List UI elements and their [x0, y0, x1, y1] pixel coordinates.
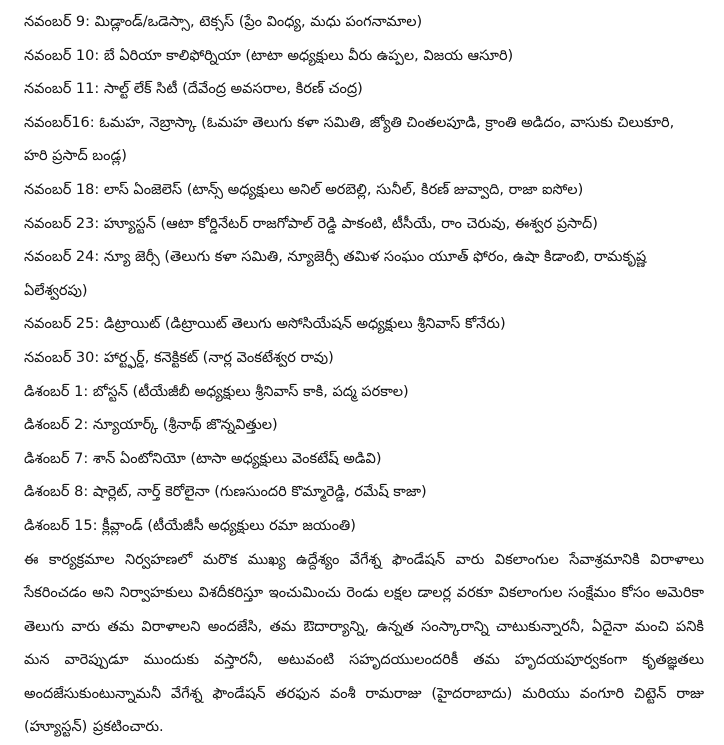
- schedule-line: నవంబర్ 25: డిట్రాయిట్ (డిట్రాయిట్ తెలుగు అసోసియేషన్ అధ్యక్షులు శ్రీనివాస్ కోనేరు): [24, 308, 704, 342]
- schedule-line: నవంబర్ 10: బే ఏరియా కాలిఫోర్నియా (టాటా అధ్యక్షులు వీరు ఉప్పల, విజయ ఆసూరి): [24, 40, 704, 74]
- closing-paragraph: ఈ కార్యక్రమాల నిర్వహణలో మరొక ముఖ్య ఉద్దేశ్యం వేగేశ్న ఫౌండేషన్ వారు వికలాంగుల సేవాశ్రమానికి విరాళాలు సేకరించడం అని నిర్వాహకులు విశదీకరిస్తూ ఇంచుమించు రెండు లక్షల డాలర్ల వరకూ వికలాంగుల సంక్షేమం కోసం అమెరికా తెలుగు వారు తమ విరాళాలని అందజేసి, తమ ఔదార్యాన్ని, ఉన్నత సంస్కారాన్ని చాటుకున్నారనీ, ఏదైనా మంచి పనికి మన వారెప్పుడూ ముందుకు వస్తారనీ, అటువంటి సహృదయులందరికీ తమ హృదయపూర్వకంగా కృతజ్ఞతలు అందజేసుకుంటున్నామనీ వేగేశ్న ఫౌండేషన్ తరఫున వంశీ రామరాజు (హైదరాబాదు) మరియు వంగూరి చిట్టెన్ రాజు (హ్యూస్టన్) ప్రకటించారు.: [24, 544, 704, 745]
- schedule-line: డిశంబర్ 7: శాన్ ఏంటోనియో (టాసా అధ్యక్షులు వెంకటేష్ అడివి): [24, 443, 704, 477]
- schedule-line: డిశంబర్ 2: న్యూయార్క్ (శ్రీనాథ్ జొన్నవిత్తుల): [24, 409, 704, 443]
- schedule-line: డిశంబర్ 8: షార్లెట్, నార్త్ కెరోలైనా (గుణసుందరి కొమ్మారెడ్డి, రమేష్ కాజా): [24, 476, 704, 510]
- schedule-line: నవంబర్16: ఓమహ, నెబ్రాస్కా (ఓమహ తెలుగు కళా సమితి, జ్యోతి చింతలపూడి, క్రాంతి అడిదం, వాసుకు చిలుకూరి,: [24, 107, 704, 141]
- schedule-line: డిశంబర్ 15: క్లీవ్లాండ్ (టీయేజీసీ అధ్యక్షులు రమా జయంతి): [24, 510, 704, 544]
- schedule-line: నవంబర్ 30: హార్ట్ఫర్డ్, కనెక్టికట్ (నార్ల వెంకటేశ్వర రావు): [24, 342, 704, 376]
- schedule-line: నవంబర్ 23: హ్యూస్టన్ (ఆటా కోర్డినేటర్ రాజగోపాల్ రెడ్డి పాకంటి, టీసీయే, రాం చెరువు, ఈశ్వర ప్రసాద్): [24, 208, 704, 242]
- schedule-line: నవంబర్ 11: సాల్ట్ లేక్ సిటీ (దేవేంద్ర అవసరాల, కిరణ్ చంద్ర): [24, 73, 704, 107]
- schedule-line: నవంబర్ 9: మిడ్లాండ్/ఒడెస్సా, టెక్సస్ (ప్రేం వింధ్య, మధు పంగనామాల): [24, 6, 704, 40]
- schedule-line: నవంబర్ 18: లాస్ ఏంజెలెస్ (టాన్స్ అధ్యక్షులు అనిల్ అరబెల్లి, సునీల్, కిరణ్ జువ్వాది, రాజా ఐసోల): [24, 174, 704, 208]
- schedule-line: హరి ప్రసాద్ బండ్ల): [24, 140, 704, 174]
- schedule-line: ఏలేశ్వరపు): [24, 275, 704, 309]
- schedule-line: నవంబర్ 24: న్యూ జెర్సీ (తెలుగు కళా సమితి, న్యూజెర్సీ తమిళ సంఘం యూత్ ఫోరం, ఉషా కిడాంబి, రామకృష్ణ: [24, 241, 704, 275]
- schedule-line: డిశంబర్ 1: బోస్టన్ (టీయేజీబీ అధ్యక్షులు శ్రీనివాస్ కాకి, పద్మ పరకాల): [24, 376, 704, 410]
